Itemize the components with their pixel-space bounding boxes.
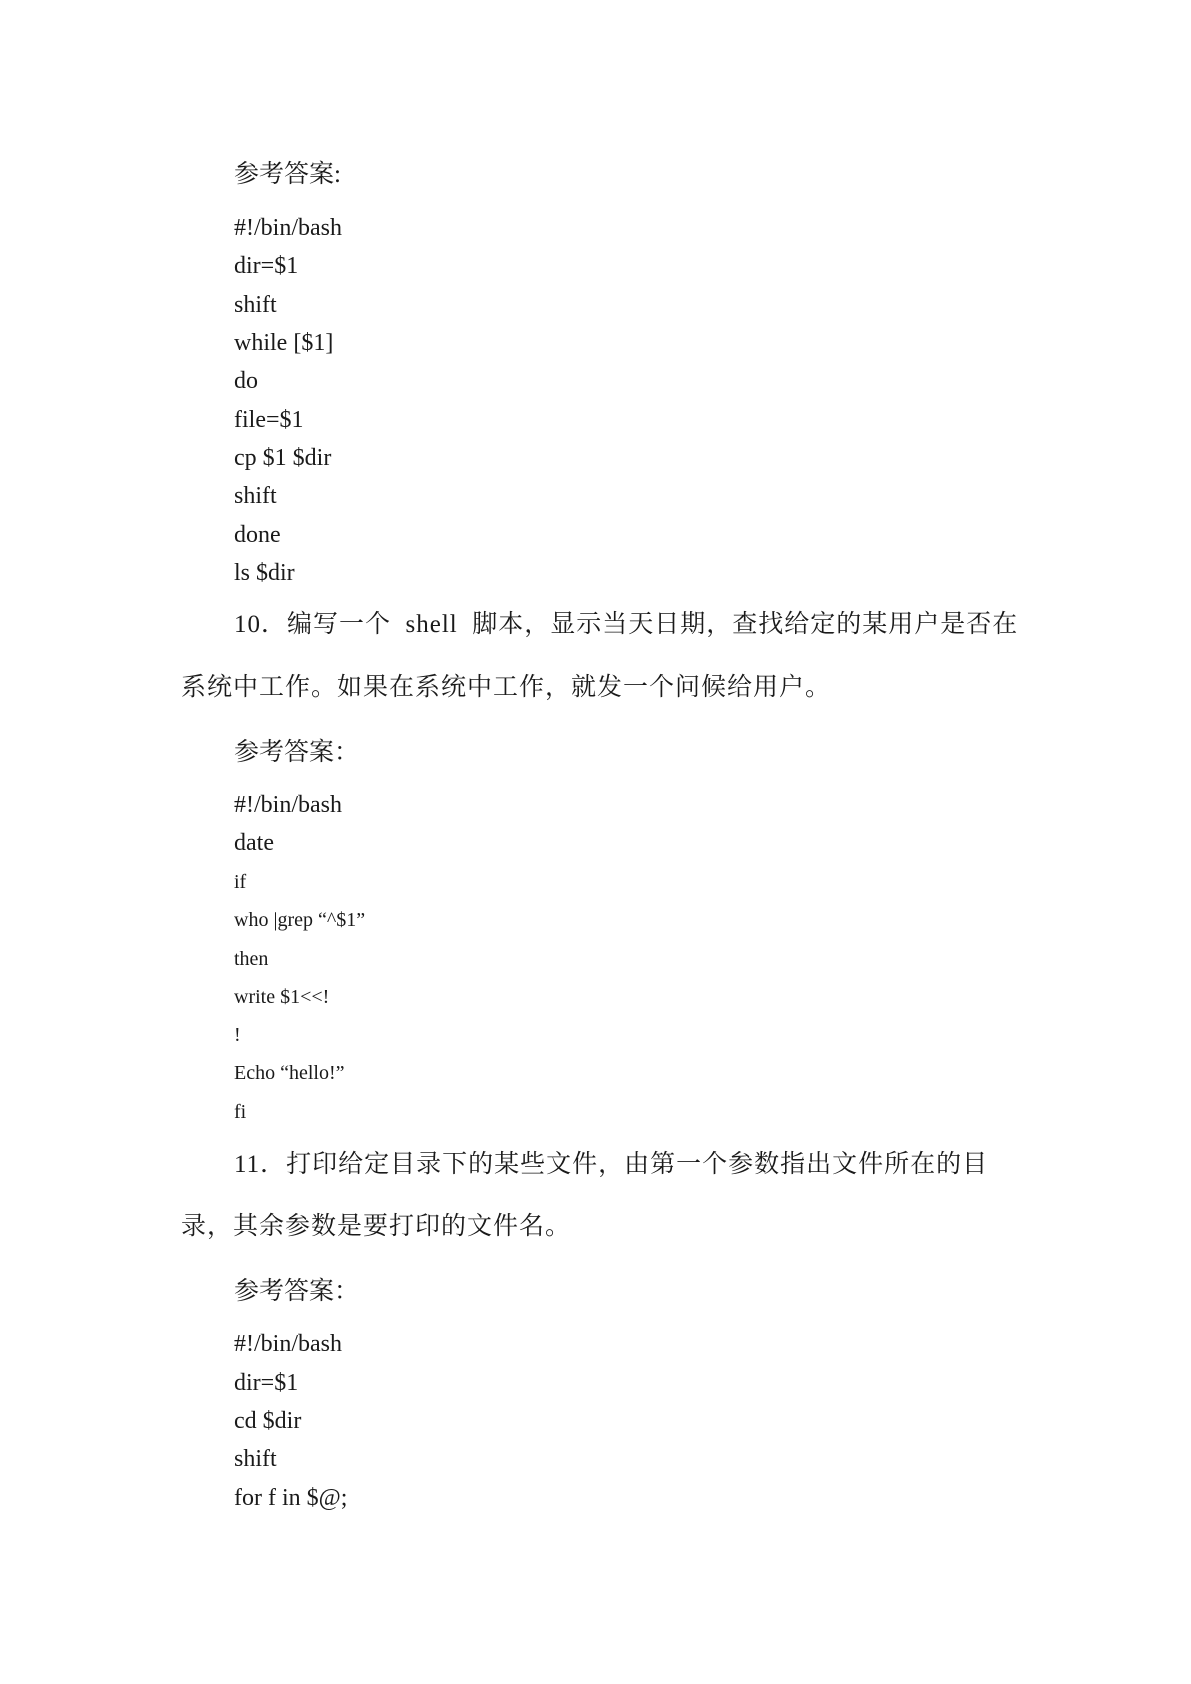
- code-line: write $1<<!: [234, 986, 330, 1008]
- answer-label: 参考答案：: [234, 1278, 360, 1305]
- code-line: shift: [234, 292, 277, 318]
- question-text: 10．编写一个 shell 脚本，显示当天日期，查找给定的某用户是否在: [234, 611, 1019, 638]
- code-line: if: [234, 871, 247, 893]
- question-text: 11．打印给定目录下的某些文件，由第一个参数指出文件所在的目: [234, 1151, 989, 1178]
- code-line: dir=$1: [234, 253, 299, 279]
- code-line: dir=$1: [234, 1370, 299, 1396]
- code-line: !: [234, 1024, 241, 1046]
- code-line: cd $dir: [234, 1408, 302, 1434]
- code-line: done: [234, 522, 281, 548]
- code-line: shift: [234, 483, 277, 509]
- code-line: then: [234, 948, 269, 970]
- code-line: #!/bin/bash: [234, 792, 342, 818]
- code-line: ls $dir: [234, 560, 295, 586]
- code-line: while [$1]: [234, 330, 334, 356]
- code-line: do: [234, 368, 258, 394]
- code-line: shift: [234, 1446, 277, 1472]
- question-text: 录，其余参数是要打印的文件名。: [181, 1213, 572, 1240]
- code-line: #!/bin/bash: [234, 1331, 342, 1357]
- code-line: fi: [234, 1101, 247, 1123]
- code-line: date: [234, 830, 274, 856]
- code-line: Echo “hello!”: [234, 1062, 345, 1084]
- answer-label: 参考答案:: [234, 161, 341, 188]
- code-line: #!/bin/bash: [234, 215, 342, 241]
- code-line: for f in $@;: [234, 1485, 348, 1511]
- code-line: who |grep “^$1”: [234, 909, 366, 931]
- code-line: cp $1 $dir: [234, 445, 332, 471]
- answer-label: 参考答案：: [234, 739, 360, 766]
- code-line: file=$1: [234, 407, 304, 433]
- question-text: 系统中工作。如果在系统中工作，就发一个问候给用户。: [181, 674, 832, 701]
